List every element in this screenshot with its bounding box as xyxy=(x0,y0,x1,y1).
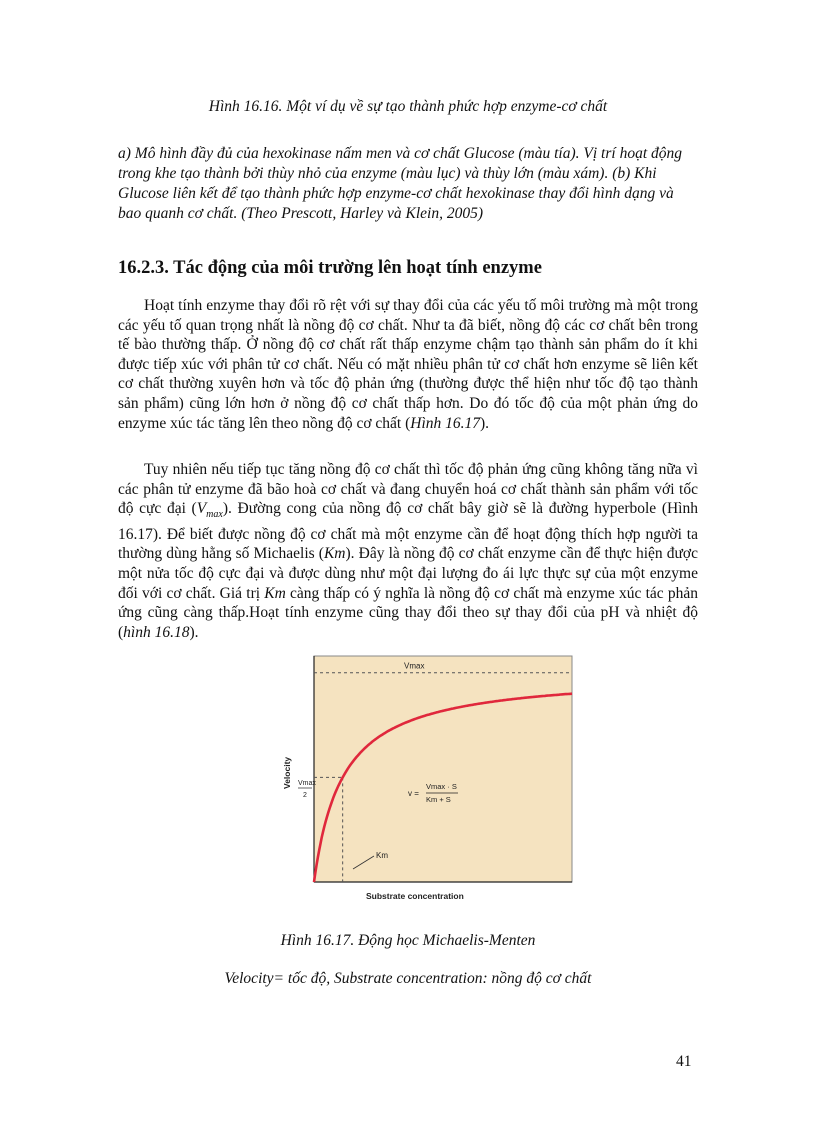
paragraph-2-text-1: Tuy nhiên nếu tiếp tục tăng nồng độ cơ chất thì tốc độ phản ứng cũng không tăng nữa vì các phân tử enzyme đã bão hoà cơ chất và đang chuyển hoá cơ chất thành sản phẩm với tốc độ cực đại ( xyxy=(118,461,698,518)
paragraph-2-figure-ref: hình 16.18 xyxy=(123,623,190,641)
equation-denominator: Km + S xyxy=(426,795,451,804)
paragraph-2-text-4: càng thấp có ý nghĩa là nồng độ cơ chất mà enzyme xúc tác phản ứng cũng càng thấp.Hoạt tính enzyme cũng thay đổi theo sự thay đổi của pH và nhiệt độ ( xyxy=(118,584,699,641)
paragraph-2-text-2: ). Đường cong của nồng độ cơ chất bây giờ sẽ là đường hyperbole (Hình 16.17). Để biết được nồng độ cơ chất mà một enzyme cần để hoạt động thích hợp người ta thường dùng hằng số Michaelis ( xyxy=(118,500,698,563)
vmax-label: Vmax xyxy=(404,661,425,671)
km-symbol-2: Km xyxy=(264,584,286,602)
paragraph-2-text-3: ). Đây là nồng độ cơ chất enzyme cần để thực hiện được một nửa tốc độ cực đại và được dùng như một đại lượng đo ái lực thực sự của một enzyme đối với cơ chất. Giá trị xyxy=(118,545,698,602)
plot-background xyxy=(314,656,572,882)
equation-numerator: Vmax · S xyxy=(426,782,457,791)
figure-16-16-description: a) Mô hình đầy đủ của hexokinase nấm men và cơ chất Glucose (màu tía). Vị trí hoạt động trong khe tạo thành bởi thùy nhỏ của enzyme (màu lục) và thùy lớn (màu xám). (b) Khi Glucose liên kết để tạo thành phức hợp enzyme-cơ chất hexokinase thay đổi hình dạng và bao quanh cơ chất. (Theo Prescott, Harley và Klein, 2005) xyxy=(118,145,683,222)
km-symbol: Km xyxy=(323,545,346,563)
y-axis-label: Velocity xyxy=(282,756,292,789)
paragraph-2-end: ). xyxy=(189,623,199,641)
figure-16-16-caption: Hình 16.16. Một ví dụ về sự tạo thành phức hợp enzyme-cơ chất xyxy=(208,98,608,115)
vmax-symbol: $V_{max}$ xyxy=(196,500,223,521)
equation-lhs: v = xyxy=(408,789,419,798)
paragraph-1-text: Hoạt tính enzyme thay đổi rõ rệt với sự thay đổi của các yếu tố môi trường mà một trong các yếu tố quan trọng nhất là nồng độ cơ chất. Như ta đã biết, nồng độ các cơ chất bên trong tế bào thường thấp. Ở nồng độ cơ chất rất thấp enzyme chậm tạo thành sản phẩm do ít khi được tiếp xúc với phân tử cơ chất. Nếu có mặt nhiều phân tử cơ chất hơn enzyme sẽ liên kết cơ chất thường xuyên hơn và tốc độ phản ứng (thường được thể hiện như tốc độ tạo thành sản phẩm) cũng lớn hơn ở nồng độ cơ chất thấp hơn. Do đó tốc độ của một phản ứng do enzyme xúc tác tăng lên theo nồng độ cơ chất ( xyxy=(118,297,698,432)
paragraph-2 xyxy=(118,460,698,642)
michaelis-menten-figure xyxy=(276,654,576,906)
figure-16-17-legend: Velocity= tốc độ, Substrate concentration: nồng độ cơ chất xyxy=(224,970,592,987)
paragraph-1 xyxy=(118,296,698,433)
section-heading: 16.2.3. Tác động của môi trường lên hoạt tính enzyme xyxy=(118,258,542,278)
km-label: Km xyxy=(376,851,388,860)
paragraph-1-end: ). xyxy=(480,414,490,432)
page-number: 41 xyxy=(676,1053,692,1070)
half-vmax-label-bottom: 2 xyxy=(303,792,307,799)
half-vmax-label-top: Vmax xyxy=(298,780,316,787)
figure-16-17-caption: Hình 16.17. Động học Michaelis-Menten xyxy=(280,932,536,949)
paragraph-1-figure-ref: Hình 16.17 xyxy=(410,414,481,432)
x-axis-label: Substrate concentration xyxy=(366,891,464,901)
